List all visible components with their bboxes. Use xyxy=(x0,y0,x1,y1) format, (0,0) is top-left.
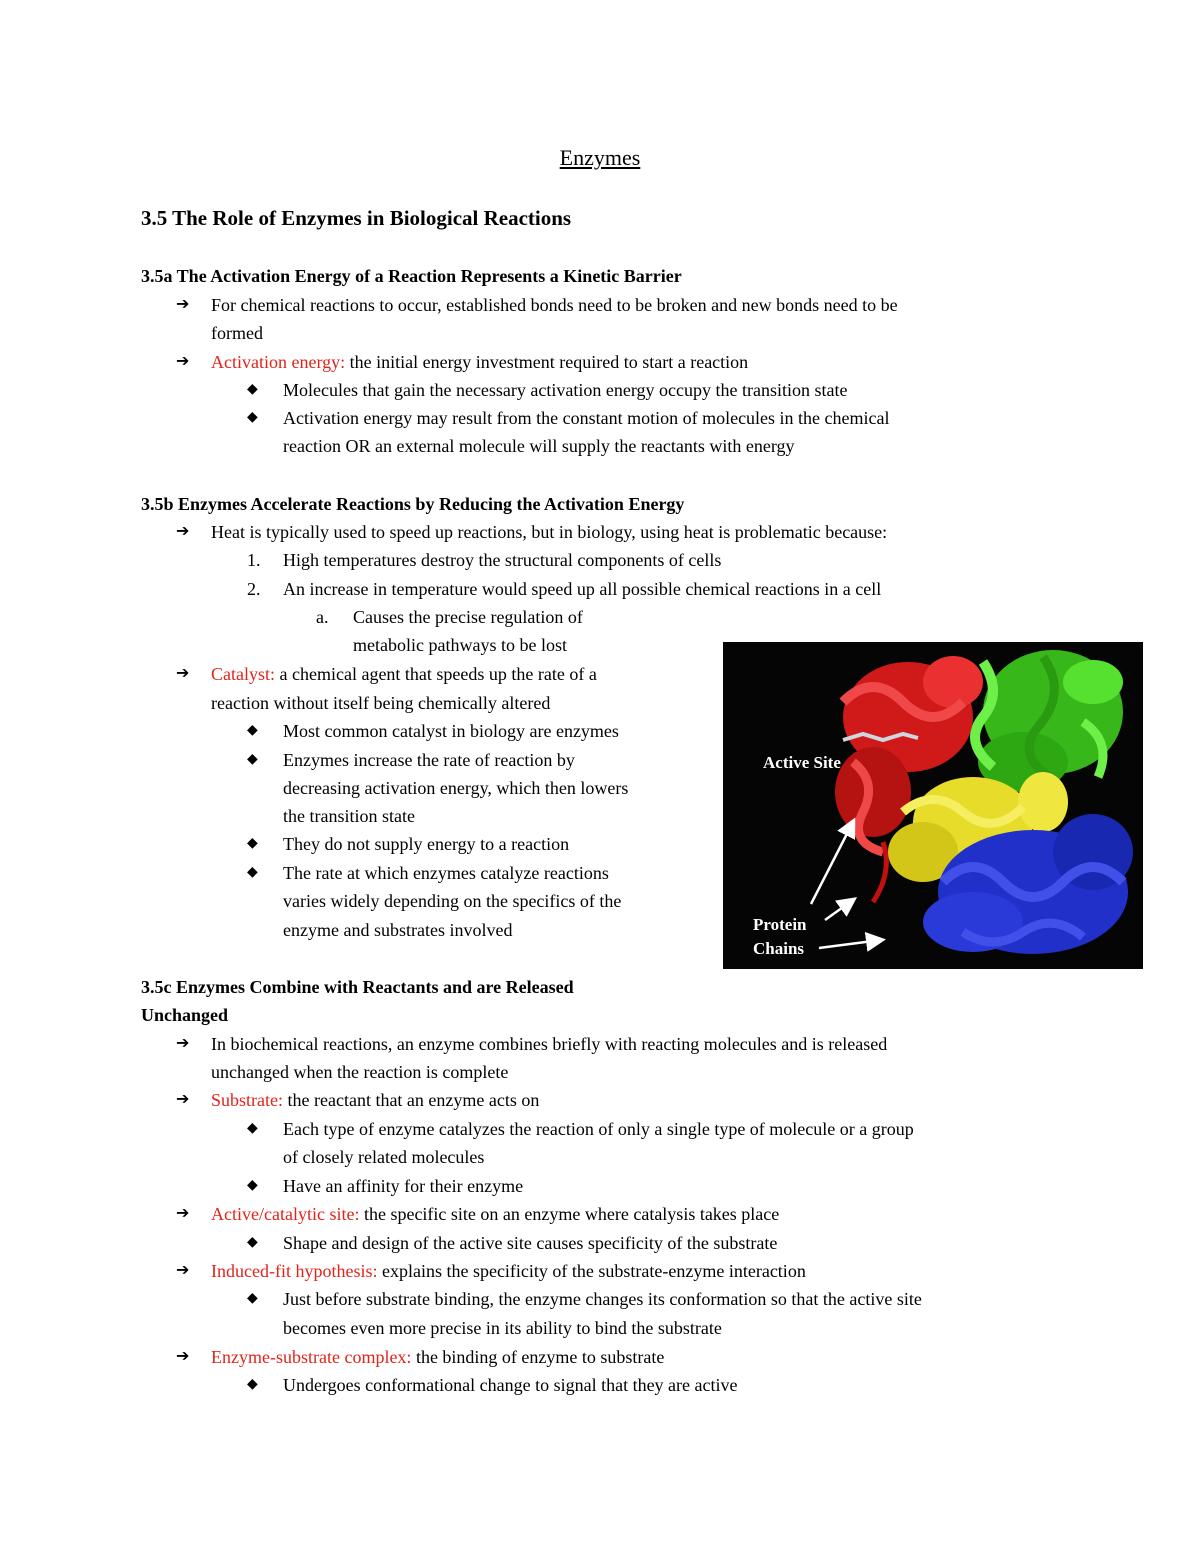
arrow-bullet-icon: ➔ xyxy=(176,296,190,313)
definition-text: explains the specificity of the substrate-enzyme interaction xyxy=(377,1261,806,1281)
sub-bullet-text: Just before substrate binding, the enzyme changes its conformation so that the active site xyxy=(283,1289,922,1309)
diamond-bullet-icon: ◆ xyxy=(247,1291,258,1306)
sub-bullet-text: Have an affinity for their enzyme xyxy=(283,1176,524,1196)
arrow-bullet-icon: ➔ xyxy=(176,1262,190,1279)
arrow-bullet-icon: ➔ xyxy=(176,1035,190,1052)
arrow-bullet-icon: ➔ xyxy=(176,1348,190,1365)
list-letter: a. xyxy=(316,607,329,627)
sub-bullet-text: enzyme and substrates involved xyxy=(283,920,513,940)
active-site-arrow xyxy=(811,822,853,904)
term-active-site: Active/catalytic site: xyxy=(211,1204,360,1224)
diamond-bullet-icon: ◆ xyxy=(247,1121,258,1136)
diamond-bullet-icon: ◆ xyxy=(247,1235,258,1250)
term-activation-energy: Activation energy: xyxy=(211,352,346,372)
subsection-heading-3-5c-cont: Unchanged xyxy=(141,1005,229,1025)
numbered-item: An increase in temperature would speed up all possible chemical reactions in a cell xyxy=(283,579,882,599)
arrow-bullet-icon: ➔ xyxy=(176,523,190,540)
bullet-text: Heat is typically used to speed up reactions, but in biology, using heat is problematic because: xyxy=(211,522,888,542)
bullet-text: reaction without itself being chemically altered xyxy=(211,693,551,713)
diamond-bullet-icon: ◆ xyxy=(247,752,258,767)
sub-bullet-text: Activation energy may result from the constant motion of molecules in the chemical xyxy=(283,408,890,428)
sub-bullet-text: varies widely depending on the specifics of the xyxy=(283,891,622,911)
list-number: 2. xyxy=(247,579,261,599)
numbered-item: High temperatures destroy the structural components of cells xyxy=(283,550,722,570)
protein-label: Protein xyxy=(753,915,807,934)
term-substrate: Substrate: xyxy=(211,1090,283,1110)
protein-chain-arrow xyxy=(825,900,853,920)
lettered-item: Causes the precise regulation of xyxy=(353,607,583,627)
arrow-bullet-icon: ➔ xyxy=(176,353,190,370)
subsection-heading-3-5b: 3.5b Enzymes Accelerate Reactions by Reducing the Activation Energy xyxy=(141,494,685,514)
term-enzyme-substrate-complex: Enzyme-substrate complex: xyxy=(211,1347,412,1367)
definition-text: the reactant that an enzyme acts on xyxy=(283,1090,540,1110)
definition-text: a chemical agent that speeds up the rate of a xyxy=(275,664,597,684)
sub-bullet-text: Most common catalyst in biology are enzymes xyxy=(283,721,619,741)
sub-bullet-text: decreasing activation energy, which then lowers xyxy=(283,778,629,798)
enzyme-structure-figure xyxy=(723,642,1143,969)
term-catalyst: Catalyst: xyxy=(211,664,275,684)
sub-bullet-text: Undergoes conformational change to signal that they are active xyxy=(283,1375,738,1395)
bullet-definition xyxy=(211,1257,806,1285)
bullet-definition xyxy=(211,1343,664,1371)
bullet-definition xyxy=(211,1200,779,1228)
subsection-heading-3-5a: 3.5a The Activation Energy of a Reaction Represents a Kinetic Barrier xyxy=(141,266,682,286)
definition-text: the binding of enzyme to substrate xyxy=(411,1347,665,1367)
diamond-bullet-icon: ◆ xyxy=(247,1377,258,1392)
arrow-bullet-icon: ➔ xyxy=(176,665,190,682)
subsection-heading-3-5c: 3.5c Enzymes Combine with Reactants and are Released xyxy=(141,977,574,997)
sub-bullet-text: the transition state xyxy=(283,806,415,826)
term-induced-fit: Induced-fit hypothesis: xyxy=(211,1261,378,1281)
page-title: Enzymes xyxy=(559,145,641,170)
sub-bullet-text: becomes even more precise in its ability to bind the substrate xyxy=(283,1318,722,1338)
diamond-bullet-icon: ◆ xyxy=(247,865,258,880)
chains-label: Chains xyxy=(753,939,805,958)
sub-bullet-text: Shape and design of the active site causes specificity of the substrate xyxy=(283,1233,778,1253)
definition-text: the specific site on an enzyme where catalysis takes place xyxy=(359,1204,780,1224)
sub-bullet-text: of closely related molecules xyxy=(283,1147,485,1167)
diamond-bullet-icon: ◆ xyxy=(247,836,258,851)
bullet-definition xyxy=(211,348,748,376)
bullet-definition xyxy=(211,1086,539,1114)
active-site-label: Active Site xyxy=(763,753,841,772)
diamond-bullet-icon: ◆ xyxy=(247,382,258,397)
bullet-text: unchanged when the reaction is complete xyxy=(211,1062,509,1082)
bullet-text: For chemical reactions to occur, established bonds need to be broken and new bonds need to be xyxy=(211,295,898,315)
sub-bullet-text: The rate at which enzymes catalyze reactions xyxy=(283,863,609,883)
diamond-bullet-icon: ◆ xyxy=(247,723,258,738)
protein-ribbon-illustration xyxy=(723,642,1143,969)
arrow-bullet-icon: ➔ xyxy=(176,1091,190,1108)
bullet-text: In biochemical reactions, an enzyme combines briefly with reacting molecules and is released xyxy=(211,1034,888,1054)
sub-bullet-text: reaction OR an external molecule will supply the reactants with energy xyxy=(283,436,795,456)
sub-bullet-text: Enzymes increase the rate of reaction by xyxy=(283,750,575,770)
green-protein-chain xyxy=(975,650,1123,792)
bullet-definition xyxy=(211,660,597,688)
diamond-bullet-icon: ◆ xyxy=(247,410,258,425)
list-number: 1. xyxy=(247,550,261,570)
bullet-text: formed xyxy=(211,323,263,343)
chains-arrow xyxy=(819,940,881,948)
lettered-item: metabolic pathways to be lost xyxy=(353,635,567,655)
section-heading: 3.5 The Role of Enzymes in Biological Reactions xyxy=(141,206,572,230)
sub-bullet-text: Molecules that gain the necessary activation energy occupy the transition state xyxy=(283,380,848,400)
arrow-bullet-icon: ➔ xyxy=(176,1205,190,1222)
definition-text: the initial energy investment required to start a reaction xyxy=(345,352,749,372)
diamond-bullet-icon: ◆ xyxy=(247,1178,258,1193)
sub-bullet-text: They do not supply energy to a reaction xyxy=(283,834,570,854)
sub-bullet-text: Each type of enzyme catalyzes the reaction of only a single type of molecule or a group xyxy=(283,1119,914,1139)
